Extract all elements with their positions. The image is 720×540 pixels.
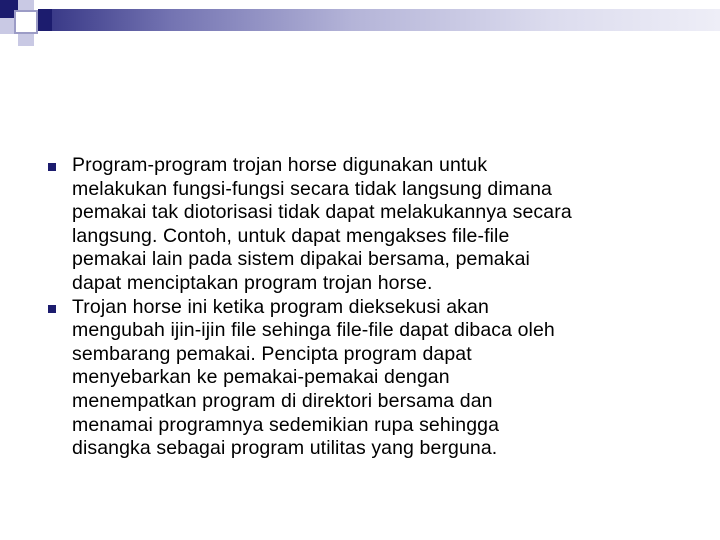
bullet-list: [48, 154, 688, 461]
header-gradient-bar: [52, 9, 720, 31]
bullet-line: mengubah ijin-ijin file sehinga file-file dapat dibaca oleh: [72, 319, 555, 342]
bullet-line: Trojan horse ini ketika program dieksekusi akan: [72, 295, 489, 318]
header-square-outline: [14, 10, 38, 34]
bullet-line: disangka sebagai program utilitas yang berguna.: [72, 437, 498, 460]
header-square-navy-small: [38, 9, 52, 31]
bullet-item-1: [48, 154, 688, 296]
square-bullet-icon: [48, 163, 56, 171]
slide-content: [48, 154, 688, 461]
bullet-line: pemakai tak diotorisasi tidak dapat melakukannya secara: [72, 201, 572, 224]
bullet-line: menamai programnya sedemikian rupa sehingga: [72, 413, 500, 436]
bullet-line: langsung. Contoh, untuk dapat mengakses file-file: [72, 224, 510, 247]
bullet-line: Program-program trojan horse digunakan untuk: [72, 154, 488, 176]
bullet-line: menempatkan program di direktori bersama dan: [72, 389, 493, 412]
bullet-line: melakukan fungsi-fungsi secara tidak langsung dimana: [72, 177, 552, 200]
bullet-line: pemakai lain pada sistem dipakai bersama, pemakai: [72, 248, 530, 271]
bullet-item-2: [48, 296, 688, 461]
bullet-line: sembarang pemakai. Pencipta program dapat: [72, 342, 472, 365]
square-bullet-icon: [48, 305, 56, 313]
header-square-light-bottom: [18, 34, 34, 46]
bullet-line: menyebarkan ke pemakai-pemakai dengan: [72, 366, 450, 389]
bullet-line: dapat menciptakan program trojan horse.: [72, 271, 433, 294]
